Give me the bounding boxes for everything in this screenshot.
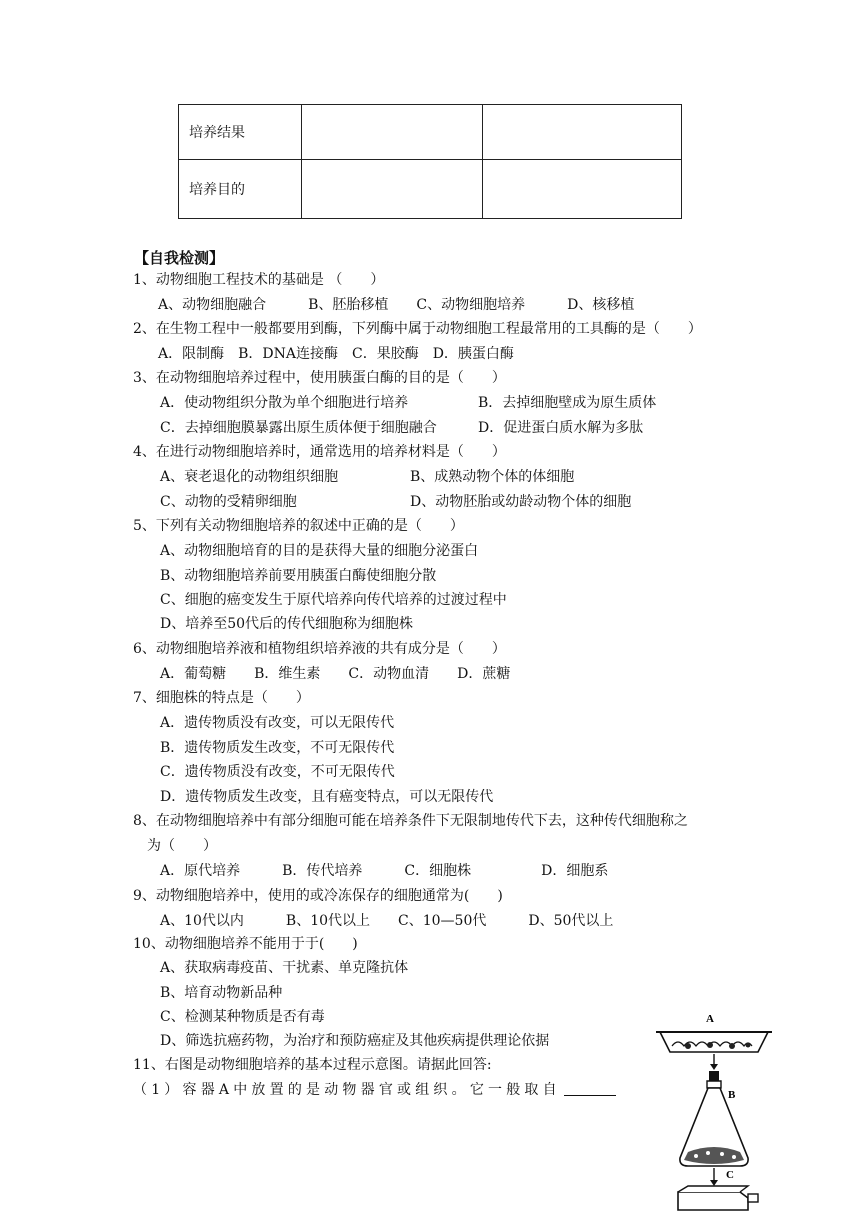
q4-stem: 4、在进行动物细胞培养时，通常选用的培养材料是（ ） bbox=[133, 444, 506, 460]
culture-bottle-c bbox=[678, 1186, 758, 1210]
q11-sub1-text: （1）容器A中放置的是动物器官或组织。它一般取自 bbox=[133, 1082, 561, 1098]
q11-sub1 bbox=[133, 1081, 616, 1099]
q10-option-c: C、检测某种物质是否有毒 bbox=[160, 1009, 325, 1025]
q5-option-d: D、培养至50代后的传代细胞称为细胞株 bbox=[160, 616, 414, 632]
table-row bbox=[179, 105, 682, 160]
flask-b bbox=[680, 1071, 748, 1166]
q4-option-a: A、衰老退化的动物组织细胞 bbox=[160, 469, 339, 485]
q7-stem: 7、细胞株的特点是（ ） bbox=[133, 690, 310, 706]
answer-blank bbox=[564, 1081, 616, 1096]
cell-culture-diagram bbox=[648, 1010, 778, 1216]
q1-options: A、动物细胞融合 B、胚胎移植 C、动物细胞培养 D、核移植 bbox=[158, 297, 635, 313]
q5-stem: 5、下列有关动物细胞培养的叙述中正确的是（ ） bbox=[133, 518, 464, 534]
q2-options: A．限制酶 B．DNA连接酶 C．果胶酶 D．胰蛋白酶 bbox=[158, 346, 514, 362]
q8-stem-cont: 为（ ） bbox=[147, 838, 217, 854]
dish-a bbox=[656, 1032, 772, 1052]
culture-comparison-table bbox=[178, 104, 682, 219]
q8-options: A．原代培养 B．传代培养 C．细胞株 D．细胞系 bbox=[160, 863, 609, 879]
q9-stem: 9、动物细胞培养中，使用的或冷冻保存的细胞通常为( ) bbox=[133, 888, 503, 904]
q3-option-d: D．促进蛋白质水解为多肽 bbox=[478, 420, 644, 436]
q11-stem: 11、右图是动物细胞培养的基本过程示意图。请据此回答: bbox=[133, 1057, 492, 1073]
table-cell bbox=[483, 160, 682, 219]
q5-option-b: B、动物细胞培养前要用胰蛋白酶使细胞分散 bbox=[160, 568, 437, 584]
q8-stem: 8、在动物细胞培养中有部分细胞可能在培养条件下无限制地传代下去，这种传代细胞称之 bbox=[133, 813, 688, 829]
q7-option-b: B．遗传物质发生改变，不可无限传代 bbox=[160, 740, 395, 756]
q7-option-c: C．遗传物质没有改变，不可无限传代 bbox=[160, 764, 395, 780]
q10-option-d: D、筛选抗癌药物，为治疗和预防癌症及其他疾病提供理论依据 bbox=[160, 1033, 550, 1049]
q2-stem: 2、在生物工程中一般都要用到酶，下列酶中属于动物细胞工程最常用的工具酶的是（ ） bbox=[133, 321, 702, 337]
q3-stem: 3、在动物细胞培养过程中，使用胰蛋白酶的目的是（ ） bbox=[133, 370, 506, 386]
q3-option-b: B．去掉细胞壁成为原生质体 bbox=[478, 395, 657, 411]
q3-option-a: A．使动物组织分散为单个细胞进行培养 bbox=[160, 395, 409, 411]
table-cell bbox=[302, 105, 483, 160]
q1-stem: 1、动物细胞工程技术的基础是 （ ） bbox=[133, 272, 385, 288]
figure-label-b: B bbox=[728, 1089, 736, 1101]
table-row-label: 培养目的 bbox=[179, 160, 302, 219]
table-row-label: 培养结果 bbox=[179, 105, 302, 160]
section-title: 【自我检测】 bbox=[134, 249, 225, 267]
q3-option-c: C．去掉细胞膜暴露出原生质体便于细胞融合 bbox=[160, 420, 437, 436]
q5-option-a: A、动物细胞培育的目的是获得大量的细胞分泌蛋白 bbox=[160, 543, 479, 559]
q6-stem: 6、动物细胞培养液和植物组织培养液的共有成分是（ ） bbox=[133, 641, 506, 657]
q10-stem: 10、动物细胞培养不能用于于( ) bbox=[133, 936, 358, 952]
table-cell bbox=[302, 160, 483, 219]
q7-option-d: D．遗传物质发生改变，且有癌变特点，可以无限传代 bbox=[160, 789, 494, 805]
q10-option-a: A、获取病毒疫苗、干扰素、单克隆抗体 bbox=[160, 960, 409, 976]
figure-label-a: A bbox=[706, 1013, 714, 1025]
q9-options: A、10代以内 B、10代以上 C、10—50代 D、50代以上 bbox=[160, 913, 614, 929]
q4-option-b: B、成熟动物个体的体细胞 bbox=[410, 469, 575, 485]
table-cell bbox=[483, 105, 682, 160]
q6-options: A．葡萄糖 B．维生素 C．动物血清 D．蔗糖 bbox=[160, 666, 511, 682]
table-row bbox=[179, 160, 682, 219]
q4-option-c: C、动物的受精卵细胞 bbox=[160, 494, 297, 510]
figure-label-c: C bbox=[726, 1169, 734, 1181]
q7-option-a: A．遗传物质没有改变，可以无限传代 bbox=[160, 715, 395, 731]
q5-option-c: C、细胞的癌变发生于原代培养向传代培养的过渡过程中 bbox=[160, 592, 507, 608]
q4-option-d: D、动物胚胎或幼龄动物个体的细胞 bbox=[410, 494, 632, 510]
q10-option-b: B、培育动物新品种 bbox=[160, 985, 283, 1001]
